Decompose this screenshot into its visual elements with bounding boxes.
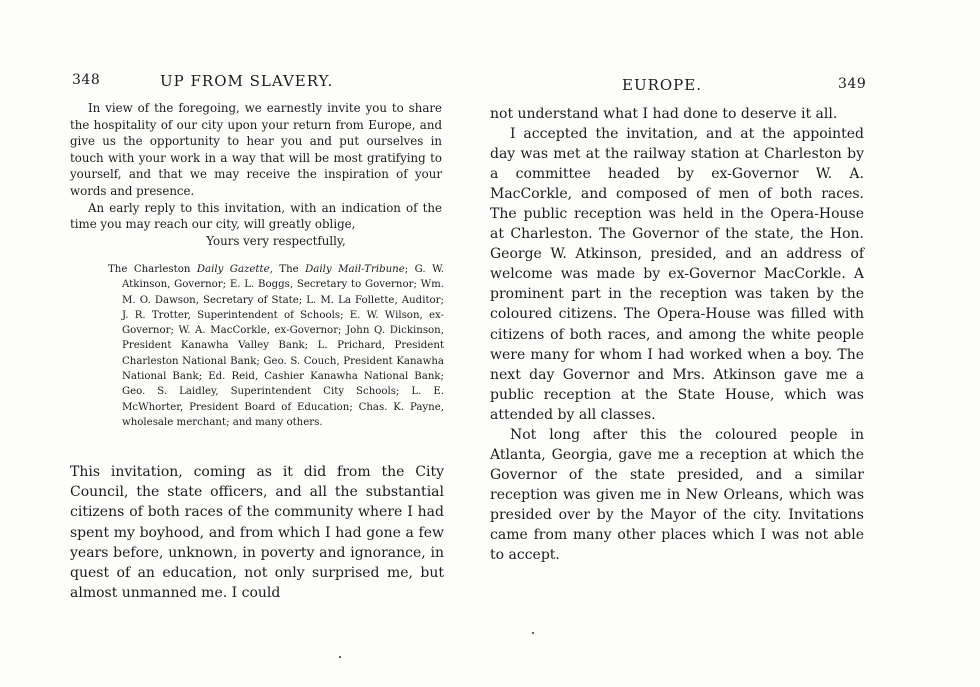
right-running-head: EUROPE. [622, 76, 702, 94]
letter-paragraph-1: In view of the foregoing, we earnestly invite you to share the hospitality of our city upon your return from Europe, and give us the opportunity to hear you and put ourselves in touch with your work in a way that will be most gratifying to yourself, and that we may receive the inspiration of your words and presence. [70, 101, 442, 198]
right-body-paragraph: not understand what I had done to deserve it all. [490, 106, 838, 122]
ink-speck [339, 656, 341, 658]
right-body-text [490, 104, 864, 565]
ink-speck [532, 632, 534, 634]
right-page [490, 0, 980, 687]
signatories-text: The Charleston Daily Gazette, The Daily Mail-Tribune; G. W. Atkinson, Governor; E. L. Boggs, Secretary to Governor; Wm. M. O. Dawson, Secretary of State; L. M. La Follette, Auditor; J. R. Trotter, Superintendent of Schools; E. W. Wilson, ex-Governor; W. A. MacCorkle, ex-Governor; John Q. Dickinson, President Kanawha Valley Bank; L. Prichard, President Charleston National Bank; Geo. S. Couch, President Kanawha National Bank; Ed. Reid, Cashier Kanawha National Bank; Geo. S. Laidley, Superintendent City Schools; L. E. McWhorter, President Board of Education; Chas. K. Payne, wholesale merchant; and many others. [108, 264, 444, 428]
right-body-paragraph: I accepted the invitation, and at the appointed day was met at the railway station at Charleston by a committee headed by ex-Governor W. A. MacCorkle, and composed of men of both races. The public reception was held in the Opera-House at Charleston. The Governor of the state, the Hon. George W. Atkinson, presided, and an address of welcome was made by ex-Governor MacCorkle. A prominent part in the reception was taken by the coloured citizens. The Opera-House was filled with citizens of both races, and among the white people were many for whom I had worked when a boy. The next day Governor and Mrs. Atkinson gave me a public reception at the State House, which was attended by all classes. [490, 126, 864, 423]
left-body-paragraph: This invitation, coming as it did from the City Council, the state officers, and all the substantial citizens of both races of the community where I had spent my boyhood, and from which I had gone a few years before, unknown, in poverty and ignorance, in quest of an education, not only surprised me, but almost unmanned me. I could [70, 464, 444, 602]
left-body-text [70, 462, 444, 603]
left-page-number: 348 [72, 72, 101, 88]
letter-paragraph-2: An early reply to this invitation, with an indication of the time you may reach our city, will greatly oblige, [70, 200, 442, 232]
invitation-letter [70, 100, 442, 249]
signatories-list [108, 262, 444, 430]
left-running-head: UP FROM SLAVERY. [160, 72, 334, 90]
letter-closing: Yours very respectfully, [206, 233, 346, 248]
right-page-number: 349 [838, 76, 867, 92]
right-body-paragraph: Not long after this the coloured people in Atlanta, Georgia, gave me a reception at which the Governor of the state presided, and a similar reception was given me in New Orleans, which was presided over by the Mayor of the city. Invitations came from many other places which I was not able to accept. [490, 426, 864, 564]
